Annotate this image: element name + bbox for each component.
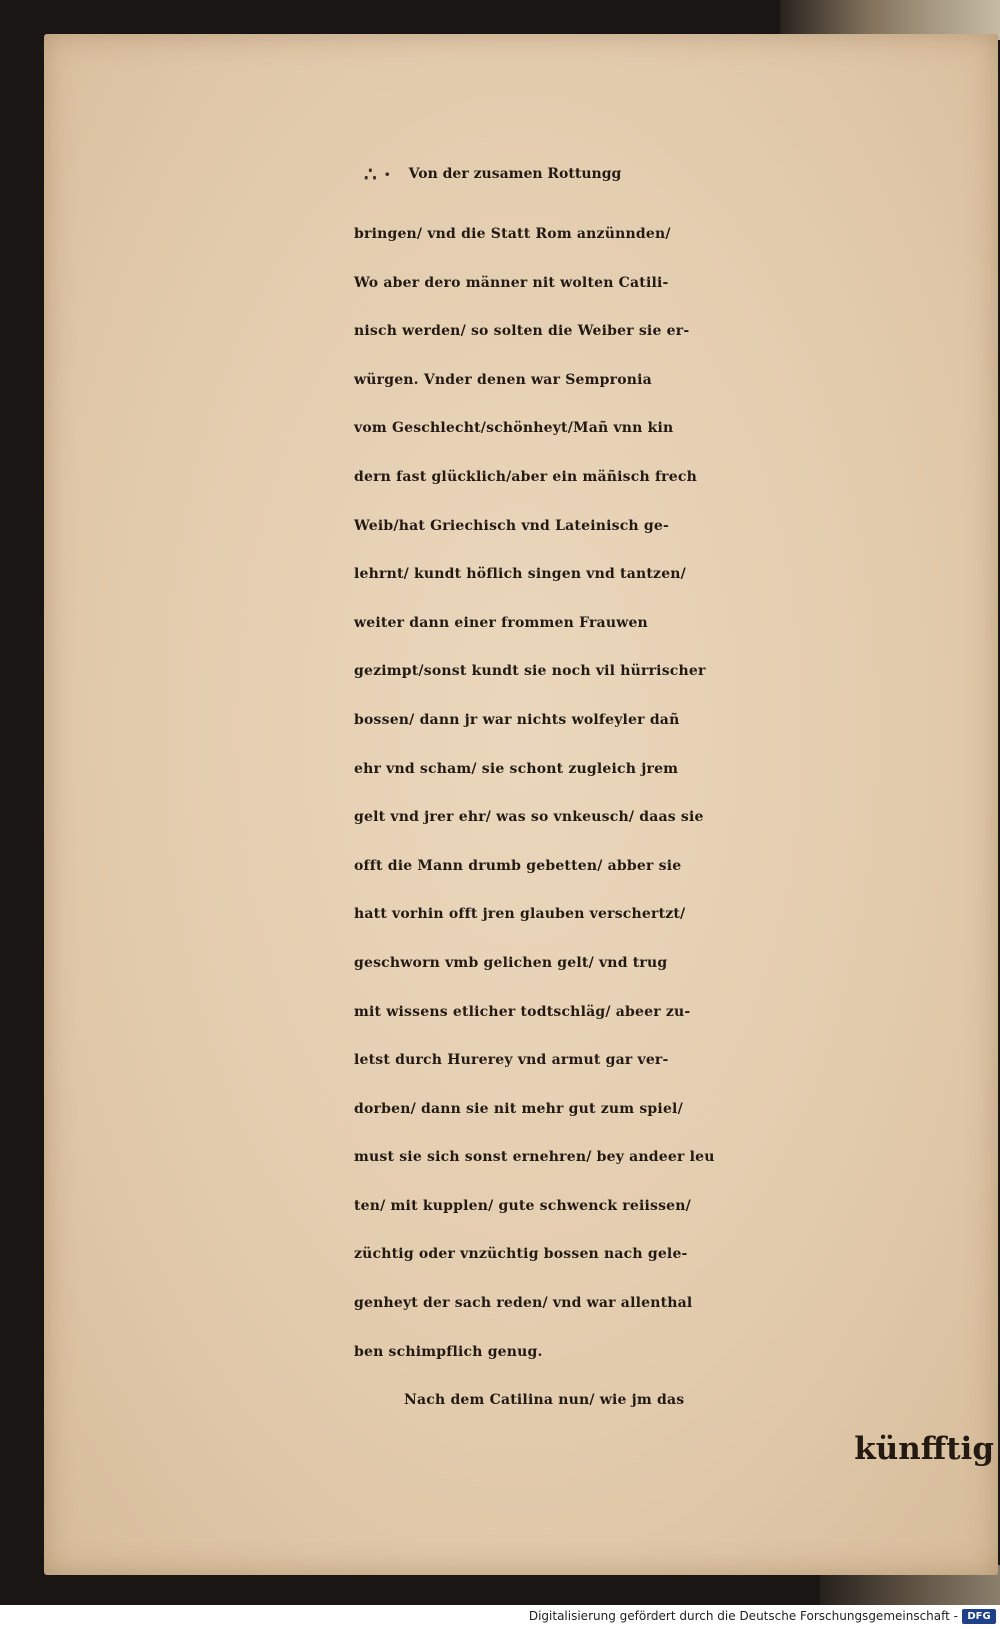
text-line: nisch werden/ so solten die Weiber sie er- <box>354 323 690 340</box>
text-line: mit wissens etlicher todtschläg/ abeer zu- <box>354 1003 691 1020</box>
text-line: würgen. Vnder denen war Sempronia <box>354 371 652 388</box>
text-line: ben schimpflich genug. <box>354 1343 543 1360</box>
footer-credit: Digitalisierung gefördert durch die Deutsche Forschungsgemeinschaft - <box>528 1609 958 1623</box>
text-line: vom Geschlecht/schönheyt/Mañ vnn kin <box>354 420 674 437</box>
text-line: ten/ mit kupplen/ gute schwenck reiissen/ <box>354 1197 691 1214</box>
body-text <box>354 210 1000 1376</box>
page-text-block <box>354 144 1000 1473</box>
text-line: lehrnt/ kundt höflich singen vnd tantzen/ <box>354 566 686 583</box>
text-line: dern fast glücklich/aber ein mäñisch frech <box>354 468 697 485</box>
text-line: must sie sich sonst ernehren/ bey andeer leu <box>354 1149 715 1166</box>
text-line: geschworn vmb gelichen gelt/ vnd trug <box>354 954 668 971</box>
text-line: hatt vorhin offt jren glauben verschertzt/ <box>354 906 686 923</box>
text-line: Wo aber dero männer nit wolten Catili- <box>354 274 669 291</box>
header-ornament: ∴ · <box>364 162 391 186</box>
text-line: letst durch Hurerey vnd armut gar ver- <box>354 1052 669 1069</box>
book-page <box>44 34 998 1575</box>
text-line: ehr vnd scham/ sie schont zugleich jrem <box>354 760 679 777</box>
text-line: züchtig oder vnzüchtig bossen nach gele- <box>354 1246 688 1263</box>
text-line: gezimpt/sonst kundt sie noch vil hürrischer <box>354 663 706 680</box>
text-line: gelt vnd jrer ehr/ was so vnkeusch/ daas sie <box>354 809 704 826</box>
text-line: weiter dann einer frommen Frauwen <box>354 614 648 631</box>
running-header-text: Von der zusamen Rottungg <box>408 166 622 182</box>
text-line: bringen/ vnd die Statt Rom anzünnden/ <box>354 226 671 242</box>
catchword: künfftig <box>854 1430 994 1467</box>
text-line: bossen/ dann jr war nichts wolfeyler dañ <box>354 711 680 728</box>
text-line: dorben/ dann sie nit mehr gut zum spiel/ <box>354 1100 683 1117</box>
running-header <box>354 144 1000 210</box>
text-line: Weib/hat Griechisch vnd Lateinisch ge- <box>354 517 669 534</box>
text-line: offt die Mann drumb gebetten/ abber sie <box>354 857 682 874</box>
digitization-footer <box>0 1605 1000 1629</box>
dfg-logo: DFG <box>962 1609 996 1624</box>
paragraph-start-line: Nach dem Catilina nun/ wie jm das <box>404 1392 685 1409</box>
text-line: genheyt der sach reden/ vnd war allenthal <box>354 1295 693 1312</box>
